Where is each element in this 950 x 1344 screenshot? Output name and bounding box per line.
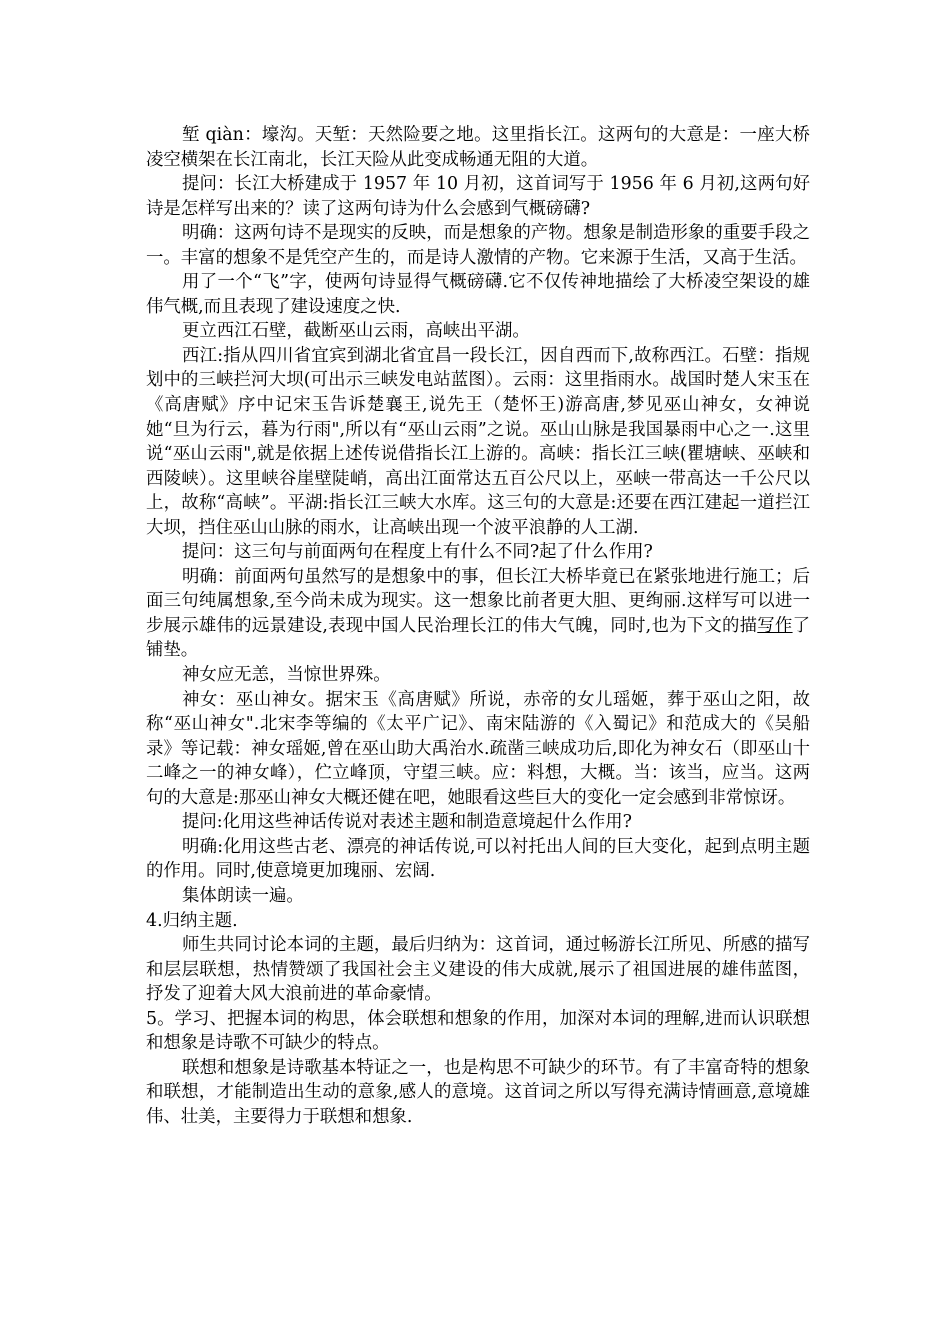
paragraph-text: 堑 qiàn：壕沟。天堑：天然险要之地。这里指长江。这两句的大意是：一座大桥凌空横架在长江南北，长江天险从此变成畅通无阻的大道。 <box>146 125 810 170</box>
paragraph-text: 更立西江石壁，截断巫山云雨，高峡出平湖。 <box>182 321 530 342</box>
paragraph-text: 西江:指从四川省宜宾到湖北省宜昌一段长江，因自西而下,故称西江。石壁：指规划中的三峡拦河大坝(可出示三峡发电站蓝图）。云雨：这里指雨水。战国时楚人宋玉在《高唐赋》序中记宋玉告诉楚襄王,说先王（楚怀王)游高唐,梦见巫山神女，女神说她“旦为行云，暮为行雨",所以有“巫山云雨”之说。巫山山脉是我国暴雨中心之一.这里说“巫山云雨",就是依据上述传说借指长江上游的。高峡：指长江三峡(瞿塘峡、巫峡和西陵峡）。这里峡谷崖壁陡峭，高出江面常达五百公尺以上，巫峡一带高达一千公尺以上，故称“高峡”。平湖:指长江三峡大水库。这三句的大意是:还要在西江建起一道拦江大坝，挡住巫山山脉的雨水，让高峡出现一个波平浪静的人工湖. <box>146 345 810 538</box>
paragraph-text: 提问：这三句与前面两句在程度上有什么不同?起了什么作用? <box>182 542 653 563</box>
paragraph <box>146 540 810 565</box>
paragraph-text: 师生共同讨论本词的主题，最后归纳为：这首词，通过畅游长江所见、所感的描写和层层联想，热情赞颂了我国社会主义建设的伟大成就,展示了祖国进展的雄伟蓝图，抒发了迎着大风大浪前进的革命豪情。 <box>146 935 810 1005</box>
paragraph <box>146 835 810 884</box>
paragraph <box>146 344 810 540</box>
paragraph <box>146 123 810 172</box>
paragraph <box>146 221 810 270</box>
paragraph <box>146 688 810 811</box>
paragraph <box>146 933 810 1007</box>
underlined-text: 写作 <box>757 615 793 636</box>
paragraph <box>146 565 810 663</box>
paragraph-text: 用了一个“飞”字，使两句诗显得气概磅礴.它不仅传神地描绘了大桥凌空架设的雄伟气概,而且表现了建设速度之快. <box>146 272 810 317</box>
paragraph-text: 明确：这两句诗不是现实的反映，而是想象的产物。想象是制造形象的重要手段之一。丰富的想象不是凭空产生的，而是诗人激情的产物。它来源于生活，又高于生活。 <box>146 223 810 268</box>
paragraph <box>146 884 810 909</box>
paragraph-text: 了铺垫。 <box>146 615 810 661</box>
paragraph-text: 5。学习、把握本词的构思，体会联想和想象的作用，加深对本词的理解,进而认识联想和想象是诗歌不可缺少的特点。 <box>146 1008 810 1054</box>
paragraph <box>146 319 810 344</box>
paragraph <box>146 909 810 934</box>
paragraph <box>146 663 810 688</box>
paragraph-text: 神女应无恙，当惊世界殊。 <box>182 665 391 686</box>
paragraph-text: 提问：长江大桥建成于 1957 年 10 月初，这首词写于 1956 年 6 月初,这两句好诗是怎样写出来的？读了这两句诗为什么会感到气概磅礴? <box>146 174 810 219</box>
paragraph <box>146 810 810 835</box>
paragraph <box>146 1056 810 1130</box>
paragraph-text: 提问:化用这些神话传说对表述主题和制造意境起什么作用? <box>182 812 632 833</box>
paragraph <box>146 172 810 221</box>
paragraph-text: 明确:化用这些古老、漂亮的神话传说,可以衬托出人间的巨大变化，起到点明主题的作用。同时,使意境更加瑰丽、宏阔. <box>146 836 810 882</box>
paragraph <box>146 270 810 319</box>
paragraph-text: 联想和想象是诗歌基本特证之一，也是构思不可缺少的环节。有了丰富奇特的想象和联想，才能制造出生动的意象,感人的意境。这首词之所以写得充满诗情画意,意境雄伟、壮美，主要得力于联想和想象. <box>146 1057 810 1127</box>
paragraph-text: 集体朗读一遍。 <box>182 885 304 906</box>
paragraph-text: 神女：巫山神女。据宋玉《高唐赋》所说，赤帝的女儿瑶姬，葬于巫山之阳，故称“巫山神女".北宋李等编的《太平广记》、南宋陆游的《入蜀记》和范成大的《吴船录》等记载：神女瑶姬,曾在巫山助大禹治水.疏凿三峡成功后,即化为神女石（即巫山十二峰之一的神女峰），伫立峰顶，守望三峡。应：料想，大概。当：该当，应当。这两句的大意是:那巫山神女大概还健在吧，她眼看这些巨大的变化一定会感到非常惊讶。 <box>146 689 810 808</box>
paragraph-text: 明确：前面两句虽然写的是想象中的事，但长江大桥毕竟已在紧张地进行施工；后面三句纯属想象,至今尚未成为现实。这一想象比前者更大胆、更绚丽.这样写可以进一步展示雄伟的远景建设,表现中国人民治理长江的伟大气魄，同时,也为下文的描 <box>146 566 810 636</box>
paragraph-text: 4.归纳主题. <box>146 910 238 931</box>
paragraph <box>146 1007 810 1056</box>
document-body <box>146 123 810 1129</box>
